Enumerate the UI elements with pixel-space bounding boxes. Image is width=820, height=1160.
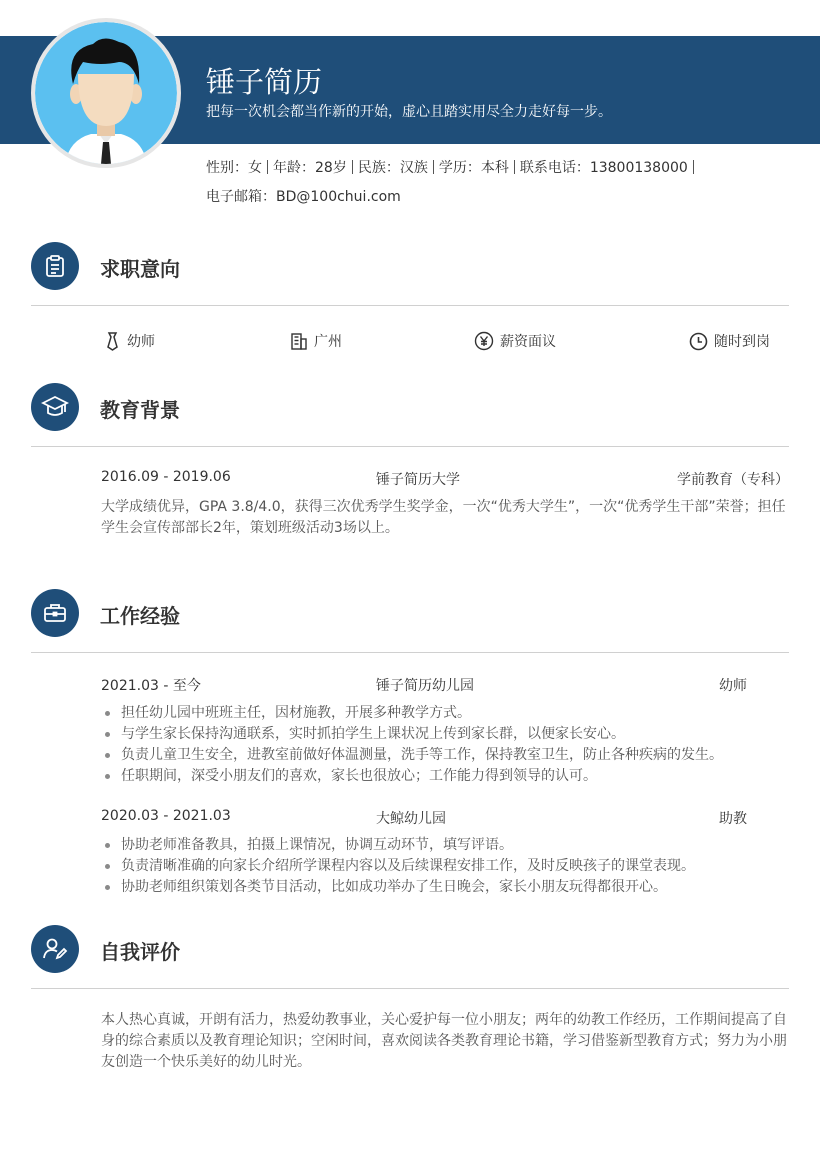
work-row-2: [101, 808, 789, 828]
info-separator: [433, 160, 434, 174]
resume-name: 锤子简历: [206, 65, 323, 99]
building-icon: [290, 332, 308, 350]
info-separator: [267, 160, 268, 174]
education-row: [101, 469, 789, 489]
list-item: 协助老师组织策划各类节目活动，比如成功举办了生日晚会，家长小朋友玩得都很开心。: [101, 877, 789, 898]
list-item: 负责清晰准确的向家长介绍所学课程内容以及后续课程安排工作，及时反映孩子的课堂表现。: [101, 856, 789, 877]
section-divider: [31, 652, 789, 653]
work-role: 幼师: [719, 678, 747, 694]
section-divider: [31, 305, 789, 306]
section-title-intent: 求职意向: [100, 257, 180, 281]
avatar: [31, 18, 181, 168]
info-phone: 联系电话：13800138000: [519, 160, 688, 176]
section-title-work: 工作经验: [100, 604, 180, 628]
section-divider: [31, 446, 789, 447]
info-degree: 学历：本科: [438, 160, 509, 176]
self-evaluation: 本人热心真诚，开朗有活力，热爱幼教事业，关心爱护每一位小朋友；两年的幼教工作经历，工作期间提高了自身的综合素质以及教育理论知识；空闲时间，喜欢阅读各类教育理论书籍，学习借鉴新型教育方式；努力为小朋友创造一个快乐美好的幼儿时光。: [101, 1012, 787, 1070]
clock-icon: [689, 332, 708, 351]
section-title-self: 自我评价: [100, 940, 180, 964]
avatar-illustration: [35, 22, 177, 164]
yen-icon: [474, 331, 494, 351]
intent-salary-text: 薪资面议: [500, 334, 556, 350]
info-email: 电子邮箱：BD@100chui.com: [206, 189, 401, 205]
list-item: 与学生家长保持沟通联系，实时抓拍学生上课状况上传到家长群，以便家长安心。: [101, 724, 789, 745]
intent-salary: [474, 330, 556, 352]
intent-availability-text: 随时到岗: [714, 334, 770, 350]
work-company: 锤子简历幼儿园: [376, 678, 474, 694]
list-item: 担任幼儿园中班班主任，因材施教，开展多种教学方式。: [101, 703, 789, 724]
briefcase-icon: [31, 589, 79, 637]
tie-icon: [104, 331, 121, 351]
info-separator: [352, 160, 353, 174]
intent-position-text: 幼师: [127, 334, 155, 350]
work-row-1: [101, 675, 789, 695]
info-age: 年龄：28岁: [273, 160, 347, 176]
info-separator: [514, 160, 515, 174]
work-2-bullets: [101, 835, 789, 898]
intent-city-text: 广州: [314, 334, 342, 350]
section-title-education: 教育背景: [100, 398, 180, 422]
list-item: 负责儿童卫生安全，进教室前做好体温测量，洗手等工作，保持教室卫生，防止各种疾病的发生。: [101, 745, 789, 766]
info-gender: 性别：女: [206, 160, 262, 176]
list-item: 协助老师准备教具，拍摄上课情况，协调互动环节，填写评语。: [101, 835, 789, 856]
list-item: 任职期间，深受小朋友们的喜欢，家长也很放心；工作能力得到领导的认可。: [101, 766, 789, 787]
section-intent: [31, 242, 789, 306]
education-description: 大学成绩优异，GPA 3.8/4.0，获得三次优秀学生奖学金，一次“优秀大学生”，一次“优秀学生干部”荣誉；担任学生会宣传部部长2年，策划班级活动3场以上。: [101, 499, 786, 536]
section-work: [31, 589, 789, 653]
work-period: 2020.03 - 2021.03: [101, 808, 231, 824]
info-line-1: [206, 157, 699, 177]
clipboard-icon: [31, 242, 79, 290]
graduation-cap-icon: [31, 383, 79, 431]
work-company: 大鲸幼儿园: [376, 811, 446, 827]
work-role: 助教: [719, 811, 747, 827]
education-major: 学前教育（专科）: [677, 472, 789, 488]
resume-motto: 把每一次机会都当作新的开始，虚心且踏实用尽全力走好每一步。: [206, 104, 612, 120]
person-edit-icon: [31, 925, 79, 973]
info-ethnicity: 民族：汉族: [357, 160, 428, 176]
education-school: 锤子简历大学: [376, 472, 460, 488]
intent-position: [104, 330, 155, 352]
section-education: [31, 383, 789, 447]
work-1-bullets: [101, 703, 789, 787]
work-period: 2021.03 - 至今: [101, 678, 201, 694]
section-divider: [31, 988, 789, 989]
info-separator: [693, 160, 694, 174]
intent-city: [290, 330, 342, 352]
intent-availability: [689, 330, 770, 352]
section-self: [31, 925, 789, 989]
education-period: 2016.09 - 2019.06: [101, 469, 231, 485]
